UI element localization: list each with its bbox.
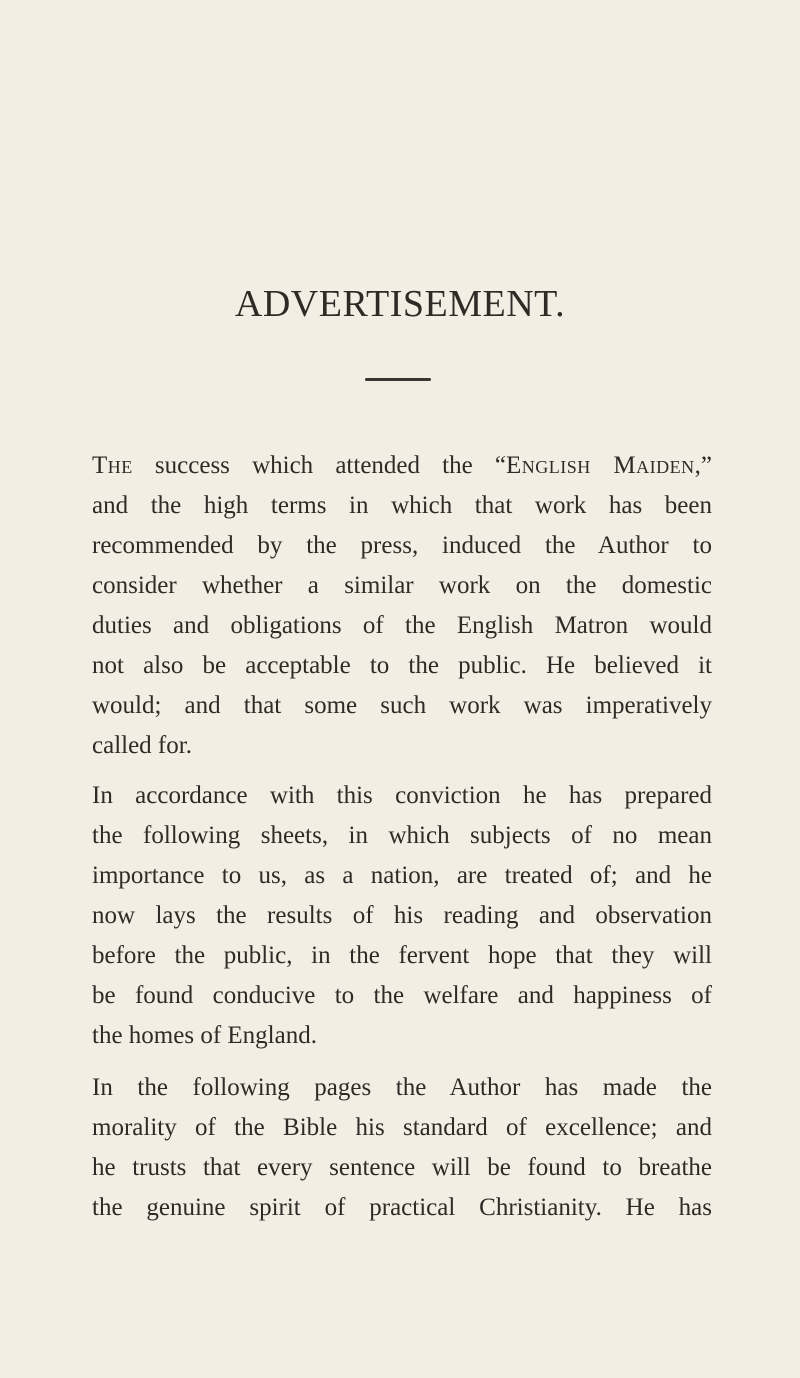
page-title: ADVERTISEMENT. — [234, 283, 566, 325]
title-divider — [365, 378, 431, 381]
paragraph-2-line-1: In accordance with this conviction he has prepared — [92, 782, 712, 809]
paragraph-1-line-2: and the high terms in which that work has been — [92, 492, 712, 519]
paragraph-1-line-4: consider whether a similar work on the domestic — [92, 572, 712, 599]
paragraph-1-line-7: would; and that some such work was imperatively — [92, 692, 712, 719]
paragraph-3-line-3: he trusts that every sentence will be found to breathe — [92, 1154, 712, 1181]
paragraph-2 — [92, 776, 712, 1056]
paragraph-2-line-2: the following sheets, in which subjects of no mean — [92, 822, 712, 849]
paragraph-2-line-4: now lays the results of his reading and observation — [92, 902, 712, 929]
paragraph-3-line-4: the genuine spirit of practical Christianity. He has — [92, 1194, 712, 1221]
paragraph-2-line-3: importance to us, as a nation, are treated of; and he — [92, 862, 712, 889]
paragraph-1-line-5: duties and obligations of the English Matron would — [92, 612, 712, 639]
paragraph-2-line-5: before the public, in the fervent hope that they will — [92, 942, 712, 969]
paragraph-1-line-1: The success which attended the “English Maiden,” — [92, 452, 713, 479]
paragraph-2-line-6: be found conducive to the welfare and happiness of — [92, 982, 712, 1009]
paragraph-1 — [92, 446, 712, 766]
paragraph-1-line-8: called for. — [92, 732, 192, 759]
paragraph-1-line-6: not also be acceptable to the public. He believed it — [92, 652, 712, 679]
paragraph-3-line-1: In the following pages the Author has made the — [92, 1074, 712, 1101]
paragraph-3-line-2: morality of the Bible his standard of excellence; and — [92, 1114, 712, 1141]
paragraph-2-line-7: the homes of England. — [92, 1022, 317, 1049]
paragraph-3 — [92, 1068, 712, 1228]
paragraph-1-line-3: recommended by the press, induced the Author to — [92, 532, 712, 559]
